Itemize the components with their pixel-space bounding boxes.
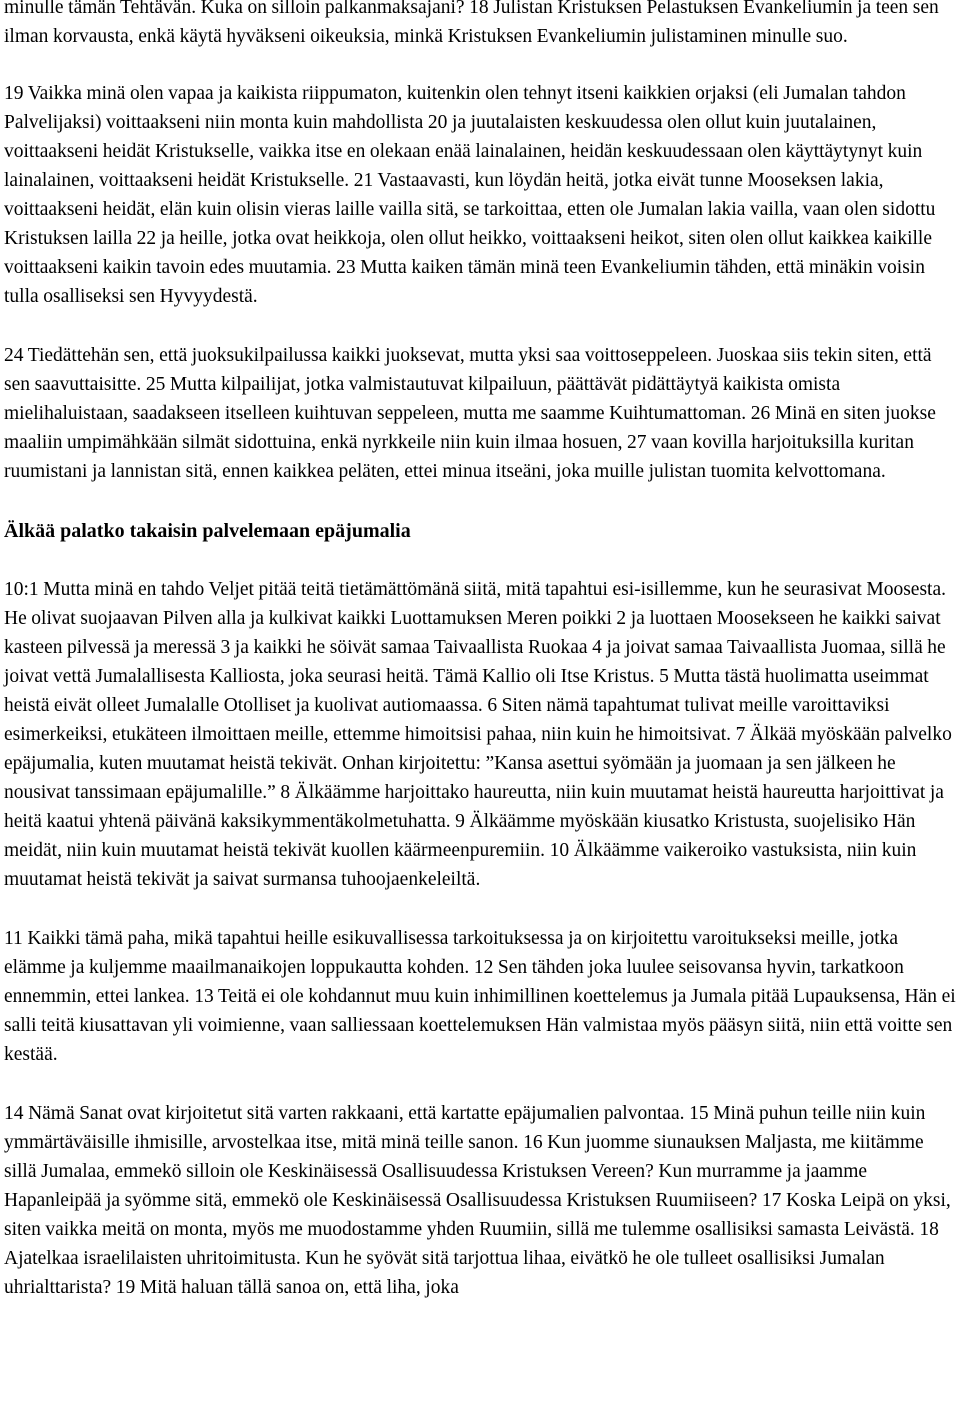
paragraph-5: 11 Kaikki tämä paha, mikä tapahtui heille esikuvallisessa tarkoituksessa ja on kirjoitettu varoitukseksi meille, jotka elämme ja kuljemme maailmanaikojen loppukautta kohden. 12 Sen tähden joka luulee seisovansa hyvin, tarkatkoon ennemmin, ettei lankea. 13 Teitä ei ole kohdannut muu kuin inhimillinen koettelemus ja Jumala pitää Lupauksensa, Hän ei salli teitä kiusattavan yli voimienne, vaan salliessaan koettelemuksen Hän valmistaa myös pääsyn siitä, niin että voitte sen kestää. [4, 928, 956, 1065]
section-heading: Älkää palatko takaisin palvelemaan epäjumalia [4, 520, 411, 542]
paragraph-3: 24 Tiedättehän sen, että juoksukilpailussa kaikki juoksevat, mutta yksi saa voittoseppeleen. Juoskaa siis tekin siten, että sen saavuttaisitte. 25 Mutta kilpailijat, jotka valmistautuvat kilpailuun, päättävät pidättäytyä kaikista omista mielihaluistaan, saadakseen itselleen kuihtuvan seppeleen, mutta me saamme Kuihtumattoman. 26 Minä en siten juokse maaliin umpimähkään silmät sidottuina, enkä nyrkkeile niin kuin ilmaa hosuen, 27 vaan kovilla harjoituksilla kuritan ruumistani ja lannistan sitä, ennen kaikkea peläten, ettei minua itseäni, joka muille julistan tuomita kelvottomana. [4, 345, 936, 482]
paragraph-2: 19 Vaikka minä olen vapaa ja kaikista riippumaton, kuitenkin olen tehnyt itseni kaikkien orjaksi (eli Jumalan tahdon Palvelijaksi) voittaakseni niin monta kuin mahdollista 20 ja juutalaisten keskuudessa olen ollut kuin juutalainen, voittaakseni heidät Kristukselle, vaikka itse en olekaan enää lainalainen, heidän keskuudessaan olen käyttäytynyt kuin lainalainen, voittaakseni heidät Kristukselle. 21 Vastaavasti, kun löydän heitä, jotka eivät tunne Mooseksen lakia, voittaakseni heidät, elän kuin olisin vieras laille vailla sitä, se tarkoittaa, etten ole Jumalan lakia vailla, vaan olen sidottu Kristuksen lailla 22 ja heille, jotka ovat heikkoja, olen ollut heikko, voittaakseni heikot, siten olen ollut kaikkea kaikille voittaakseni kaikin tavoin edes muutamia. 23 Mutta kaiken tämän minä teen Evankeliumin tähden, että minäkin voisin tulla osalliseksi sen Hyvyydestä. [4, 83, 936, 307]
paragraph-6: 14 Nämä Sanat ovat kirjoitetut sitä varten rakkaani, että kartatte epäjumalien palvontaa. 15 Minä puhun teille niin kuin ymmärtäväisille ihmisille, arvostelkaa itse, mitä minä teille sanon. 16 Kun juomme siunauksen Maljasta, me kiitämme sillä Jumalaa, emmekö silloin ole Keskinäisessä Osallisuudessa Kristuksen Vereen? Kun murramme ja jaamme Hapanleipää ja syömme sitä, emmekö ole Keskinäisessä Osallisuudessa Kristuksen Ruumiiseen? 17 Koska Leipä on yksi, siten vaikka meitä on monta, myös me muodostamme yhden Ruumiin, sillä me tulemme osallisiksi samasta Leivästä. 18 Ajatelkaa israelilaisten uhritoimitusta. Kun he syövät sitä tarjottua lihaa, eivätkö he ole tulleet osallisiksi Jumalan uhrialttarista? 19 Mitä haluan tällä sanoa on, että liha, joka [4, 1103, 951, 1298]
paragraph-1: minulle tämän Tehtävän. Kuka on silloin palkanmaksajani? 18 Julistan Kristuksen Pelastuksen Evankeliumin ja teen sen ilman korvausta, enkä käytä hyväkseni oikeuksia, minkä Kristuksen Evankeliumin julistaminen minulle suo. [4, 0, 939, 47]
document-page [4, 0, 956, 1302]
paragraph-4: 10:1 Mutta minä en tahdo Veljet pitää teitä tietämättömänä siitä, mitä tapahtui esi-isillemme, kun he seurasivat Moosesta. He olivat suojaavan Pilven alla ja kulkivat kaikki Luottamuksen Meren poikki 2 ja luottaen Moosekseen he kaikki saivat kasteen pilvessä ja meressä 3 ja kaikki he söivät samaa Taivaallista Ruokaa 4 ja joivat samaa Taivaallista Juomaa, sillä he joivat vettä Jumalallisesta Kalliosta, joka seurasi heitä. Tämä Kallio oli Itse Kristus. 5 Mutta tästä huolimatta useimmat heistä eivät olleet Jumalalle Otolliset ja kuolivat autiomaassa. 6 Siten nämä tapahtumat tulivat meille varoittaviksi esimerkeiksi, etukäteen ilmoittaen meille, ettemme himoitsisi pahaa, niin kuin he himoitsivat. 7 Älkää myöskään palvelko epäjumalia, kuten muutamat heistä tekivät. Onhan kirjoitettu: ”Kansa asettui syömään ja juomaan ja sen jälkeen he nousivat tanssimaan epäjumalille.” 8 Älkäämme harjoittako haureutta, niin kuin muutamat heistä haureutta harjoittivat ja heitä kaatui yhtenä päivänä kaksikymmentäkolmetuhatta. 9 Älkäämme myöskään kiusatko Kristusta, suojelisiko Hän meidät, niin kuin muutamat heistä tekivät kuollen käärmeenpuremiin. 10 Älkäämme vaikeroiko vastuksista, niin kuin muutamat heistä tekivät ja saivat surmansa tuhoojaenkeleiltä. [4, 579, 952, 890]
